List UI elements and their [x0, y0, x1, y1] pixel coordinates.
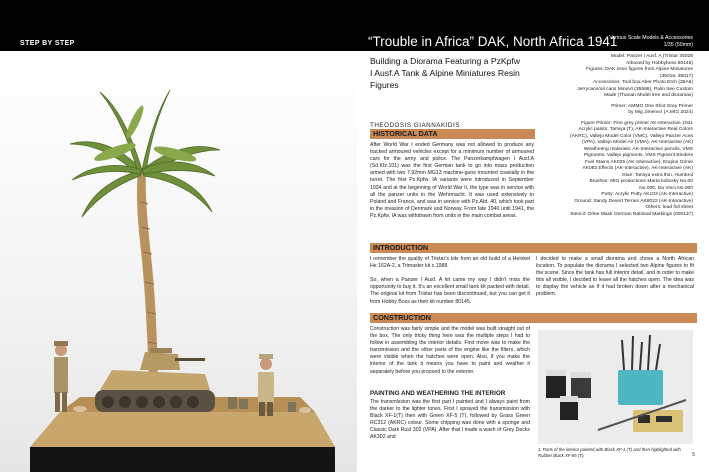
photo-caption: 1. Parts of the interior painted with Black XF-1 (T) and then highlighted with Rubber Black XF-85 (T).: [538, 447, 681, 458]
spec-line: Weathering materials: AK-Interactive pencils, VMS: [583, 146, 693, 152]
diorama-photo: [0, 52, 357, 472]
specifications-list: [513, 54, 693, 218]
painting-text: The transmission was the first part I painted and I always paint from the darker to the lighter tones. First I sprayed the transmission with Black XF-1(T) then with Green XF-5 (T), followed by Grass Green RC312 (AKRC) colour. Some chipping was done with a sponge and Classic Dark Rust 302 (VPA). After that I made a wash of Grey Decks AK302 and: [370, 399, 530, 441]
spec-line: Acrylic paints: Tamiya (T), AK-Interactive Real Colors: [578, 127, 693, 132]
spec-line: Others: lead foil sheet: [645, 205, 693, 210]
historical-data-heading: HISTORICAL DATA: [370, 129, 535, 139]
spec-line: Made (Thanan Model tree and dioramas): [604, 93, 693, 98]
spec-line: (AKRC), Vallejo Model Color (VMC), Vallejo Panzer Aces: [570, 133, 693, 139]
page-number: 5: [692, 452, 695, 458]
publisher-line-1: Various Scale Models & Accessories: [609, 35, 693, 41]
spec-line: No.000, Da Vinci No.000: [639, 185, 693, 191]
spec-line: Glue: Tamiya extra thin, Humbrol: [621, 172, 693, 178]
spec-line: (35016, 35017): [659, 73, 693, 79]
spec-line: Putty: Acrylic Putty AK103 (AK-Interactive): [601, 192, 693, 197]
painting-subheading: PAINTING AND WEATHERING THE INTERIOR: [370, 390, 506, 397]
author-name: THEODOSIS GIANNAKIDIS: [370, 122, 460, 129]
spec-line: (VPA), Vallejo Model Air (VMA), AK-Interactive (AK): [582, 140, 693, 145]
construction-text: Construction was fairly simple and the model was built straight out of the box. The only tricky thing here was the multiple steps I had to follow in assembling the interior details. First move was to make the transmission and the other parts of the engine like the filters, which were visible when the hatches were open. Also, if you make the interior of the tank it means you have to paint and weather it separately before you proceed to the exterior.: [370, 326, 530, 375]
spec-line: Fuel Stains AK025 (AK-Interactive), Engine Grime: [584, 159, 693, 165]
spec-line: Primer: AMMO One Shot Grey Primer: [611, 103, 693, 109]
spec-line: Figures: DAK resin figures from Alpine Miniatures: [586, 67, 693, 72]
interior-parts-photo: [538, 330, 693, 444]
publisher-line-2: 1/35 (50mm): [663, 42, 693, 48]
construction-heading: CONSTRUCTION: [370, 313, 697, 323]
historical-data-text: After World War I ended Germany was not allowed to produce any tracked armoured vehicles except for a minimum number of armoured cars for the army and police. The Panzerkampfwagen I Ausf.A (Sd.Kfz.101) was the first German tank to go into mass production armed with two 7.92mm MG13 machine-guns mounted coaxially in the turret. The first Pz.Kpfw. IA variants were introduced in September 1934 and at the beginning of World War II, the type was in service with all the panzer units in the Wehrmacht. It was used extensively in Poland and France, and was in service with Pz.Abt. 40, which took part in the invasion of Denmark and Norway. From late 1940 until 1941, the Pz.Kpfw. IA was withdrawn from units in the main combat areas.: [370, 142, 534, 219]
spec-line: Jerrycans/oil cans MiniArt (35588), Palm tree Custom: [577, 86, 693, 92]
introduction-text-right: I decided to make a small diorama and chose a North African location. To populate the diorama I selected two Alpine figures to fit the scene. Since the tank has full interior detail, and in order to make this all visible, I decided to leave all the hatches open. The idea was to display the vehicle as if it had broken down after a mechanical problem.: [536, 256, 694, 298]
spec-line: AK083 Effects (AK-Interactive), AK-Interactive (AK): [582, 166, 693, 171]
introduction-text-left: I remember the quality of Tristar’s kits from an old build of a Heinkel He 162A-2, a Trimaster kit c.1988. So, when a Panzer I Ausf. A kit came my way I didn’t miss the opportunity to buy it. It’s an excellent small tank kit packed with detail. The original kit from Tristar has been discontinued, but you can get it from Hobby Boss as their kit number 80145.: [370, 256, 530, 305]
publisher-info: [609, 35, 693, 49]
article-title: “Trouble in Africa” DAK, North Africa 1941: [368, 34, 618, 49]
spec-line: Model: Panzer I Ausf. A (Tristar 35028: [610, 54, 693, 59]
spec-line: reboxed by Hobbyboss 80145): [626, 60, 693, 66]
spec-line: Accessories: Tool box Aber Photo Etch (35A6): [593, 80, 693, 85]
interior-parts-illustration: [538, 330, 693, 444]
diorama-illustration: [0, 52, 357, 472]
spec-line: by Mig Jimenez (A.MIG 2024): [628, 110, 693, 115]
article-subtitle: Building a Diorama Featuring a PzKpfw I Ausf.A Tank & Alpine Miniatures Resin Figures: [370, 56, 520, 90]
introduction-heading: INTRODUCTION: [370, 243, 697, 253]
spec-line: Stencil: Orlee Mask German National Markings (000137): [570, 211, 693, 217]
spec-line: Pigments, Vallejo pigments, VMS Pigment Binders: [583, 153, 693, 158]
spec-line: Ground: Sandy Desert Terrain AK8022 (AK-Interactive): [574, 198, 693, 204]
spec-line: Figure Primer: Fine grey primer AK-Interactive 1041: [581, 120, 693, 126]
section-label: STEP BY STEP: [20, 40, 75, 47]
spec-line: Brushes: MIG productions Marta kolinsky No.00: [589, 179, 693, 184]
